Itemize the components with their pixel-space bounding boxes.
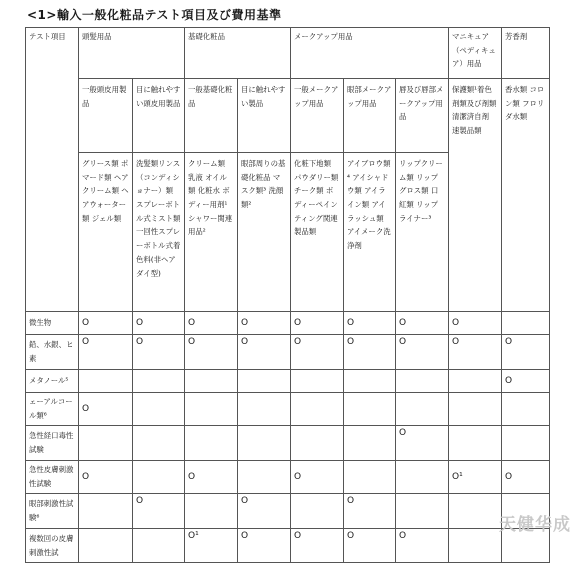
mark-cell bbox=[291, 370, 344, 393]
example-cell: 化粧下地類 パウダリー類 チーク類 ボディーペインティング関連製品類 bbox=[291, 153, 344, 312]
example-cell: アイブロウ類⁴ アイシャドウ類 アイライン類 アイラッシュ類 アイメーク洗浄剤 bbox=[344, 153, 396, 312]
page-title: <1>輸入一般化粧品テスト項目及び費用基準 bbox=[27, 8, 282, 22]
mark-cell: O bbox=[449, 312, 502, 335]
mark-cell bbox=[449, 529, 502, 563]
mark-cell bbox=[502, 426, 550, 461]
mark-cell: O bbox=[396, 335, 449, 370]
mark-cell: O bbox=[185, 312, 238, 335]
mark-cell: O bbox=[291, 529, 344, 563]
mark-cell bbox=[133, 461, 185, 494]
row-label: 微生物 bbox=[26, 312, 79, 335]
mark-cell bbox=[291, 426, 344, 461]
subgroup-cell: 目に触れやすい頭皮用製品 bbox=[133, 79, 185, 153]
mark-cell bbox=[449, 370, 502, 393]
mark-cell bbox=[449, 494, 502, 529]
mark-cell: O bbox=[79, 393, 133, 426]
mark-cell bbox=[291, 393, 344, 426]
mark-cell bbox=[449, 426, 502, 461]
row-label: 複数回の皮膚刺激性試 bbox=[26, 529, 79, 563]
table-row bbox=[26, 461, 550, 494]
mark-cell: O bbox=[185, 461, 238, 494]
subgroup-cell: 唇及び唇部メークアップ用品 bbox=[396, 79, 449, 153]
subgroup-cell: 一般頭皮用製品 bbox=[79, 79, 133, 153]
mark-cell: O bbox=[79, 335, 133, 370]
example-cell: 洗髪類リンス（コンディショナー）類 スプレーボトル式ミスト類 一回性スプレーボトル式着色料(非ヘアダイ型) bbox=[133, 153, 185, 312]
mark-cell: O bbox=[344, 312, 396, 335]
mark-cell: O bbox=[502, 461, 550, 494]
mark-cell bbox=[79, 370, 133, 393]
mark-cell bbox=[79, 529, 133, 563]
mark-cell: O bbox=[238, 312, 291, 335]
row-label: メタノール⁵ bbox=[26, 370, 79, 393]
header-test-item: テスト項目 bbox=[26, 28, 79, 312]
table-row bbox=[26, 529, 550, 563]
row-label: 急性皮膚刺激性試験 bbox=[26, 461, 79, 494]
example-cell: 眼部周りの基礎化粧品 マスク類³ 洗顔類² bbox=[238, 153, 291, 312]
mark-cell: O bbox=[396, 312, 449, 335]
subgroup-cell: 保護類¹着色剤類及び剤類 清潔済自剤 速製品類 bbox=[449, 79, 502, 312]
mark-cell bbox=[133, 426, 185, 461]
subgroup-cell: 眼部メークアップ用品 bbox=[344, 79, 396, 153]
mark-cell: O bbox=[396, 529, 449, 563]
mark-cell bbox=[133, 529, 185, 563]
mark-cell: O bbox=[238, 529, 291, 563]
row-label: 急性経口毒性試験 bbox=[26, 426, 79, 461]
mark-cell bbox=[238, 461, 291, 494]
mark-cell bbox=[344, 426, 396, 461]
group-makeup: メークアップ用品 bbox=[291, 28, 449, 79]
table-row bbox=[26, 393, 550, 426]
group-skincare: 基礎化粧品 bbox=[185, 28, 291, 79]
mark-cell bbox=[238, 370, 291, 393]
header-row-groups bbox=[26, 28, 550, 79]
group-manicure: マニキュア（ペディキュア）用品 bbox=[449, 28, 502, 79]
mark-cell: O bbox=[396, 426, 449, 461]
mark-cell bbox=[79, 426, 133, 461]
watermark-text: 天健华成 bbox=[499, 515, 571, 535]
mark-cell: O¹ bbox=[185, 529, 238, 563]
mark-cell bbox=[185, 494, 238, 529]
group-hair: 頭髪用品 bbox=[79, 28, 185, 79]
mark-cell bbox=[133, 370, 185, 393]
mark-cell: O bbox=[79, 312, 133, 335]
subgroup-cell: 香水類 コロン類 フロリダ水類 bbox=[502, 79, 550, 312]
header-row-subgroups bbox=[26, 79, 550, 153]
mark-cell bbox=[185, 370, 238, 393]
mark-cell: O bbox=[344, 494, 396, 529]
row-label: 眼部刺激性試験⁶ bbox=[26, 494, 79, 529]
table-row bbox=[26, 426, 550, 461]
mark-cell bbox=[238, 393, 291, 426]
table-row bbox=[26, 335, 550, 370]
mark-cell: O bbox=[344, 335, 396, 370]
mark-cell: O bbox=[502, 370, 550, 393]
mark-cell: O bbox=[133, 494, 185, 529]
subgroup-cell: 目に触れやすい製品 bbox=[238, 79, 291, 153]
example-cell: リップクリーム類 リップグロス類 口紅類 リップライナー³ bbox=[396, 153, 449, 312]
mark-cell: O bbox=[449, 335, 502, 370]
mark-cell bbox=[344, 370, 396, 393]
mark-cell: O bbox=[344, 529, 396, 563]
mark-cell: O bbox=[291, 335, 344, 370]
mark-cell bbox=[502, 393, 550, 426]
example-cell: グリース類 ポマード類 ヘアクリーム類 ヘアウォーター類 ジェル類 bbox=[79, 153, 133, 312]
subgroup-cell: 一般基礎化粧品 bbox=[185, 79, 238, 153]
test-items-table bbox=[25, 27, 550, 563]
mark-cell bbox=[502, 312, 550, 335]
mark-cell bbox=[396, 461, 449, 494]
mark-cell bbox=[133, 393, 185, 426]
mark-cell bbox=[344, 461, 396, 494]
mark-cell: O¹ bbox=[449, 461, 502, 494]
mark-cell: O bbox=[185, 335, 238, 370]
mark-cell bbox=[185, 393, 238, 426]
mark-cell bbox=[396, 393, 449, 426]
mark-cell bbox=[396, 494, 449, 529]
mark-cell: O bbox=[133, 335, 185, 370]
mark-cell bbox=[396, 370, 449, 393]
table-row bbox=[26, 494, 550, 529]
mark-cell: O bbox=[133, 312, 185, 335]
table-row bbox=[26, 312, 550, 335]
mark-cell: O bbox=[291, 312, 344, 335]
mark-cell bbox=[185, 426, 238, 461]
mark-cell bbox=[344, 393, 396, 426]
mark-cell bbox=[238, 426, 291, 461]
mark-cell: O bbox=[238, 335, 291, 370]
table-row bbox=[26, 370, 550, 393]
mark-cell: O bbox=[238, 494, 291, 529]
mark-cell bbox=[449, 393, 502, 426]
group-fragrance: 芳香剤 bbox=[502, 28, 550, 79]
row-label: 鉛、水銀、ヒ素 bbox=[26, 335, 79, 370]
mark-cell bbox=[291, 494, 344, 529]
subgroup-cell: 一般メークアップ用品 bbox=[291, 79, 344, 153]
row-label: ェーアルコール類⁶ bbox=[26, 393, 79, 426]
mark-cell: O bbox=[502, 335, 550, 370]
mark-cell: O bbox=[291, 461, 344, 494]
mark-cell bbox=[79, 494, 133, 529]
example-cell: クリーム類 乳液 オイル類 化粧水 ボディー用剤¹ シャワー関連用品² bbox=[185, 153, 238, 312]
mark-cell: O bbox=[79, 461, 133, 494]
